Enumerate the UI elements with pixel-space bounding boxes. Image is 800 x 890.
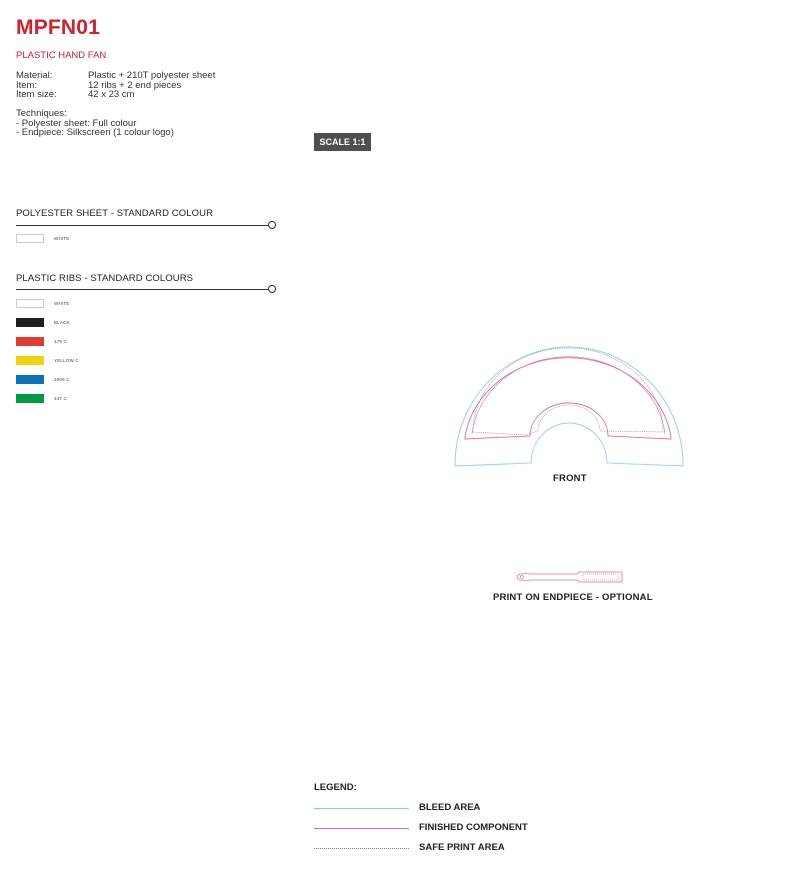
legend-bleed-label: BLEED AREA (419, 802, 481, 813)
section-divider (16, 289, 270, 290)
swatch-rib-3005c (16, 375, 44, 384)
endpiece-print-area (583, 574, 619, 580)
technique-item: - Endpiece: Silkscreen (1 colour logo) (16, 127, 174, 138)
swatch-label: YELLOW C (54, 358, 79, 363)
product-name: PLASTIC HAND FAN (16, 50, 107, 61)
safe-print-outline (473, 348, 663, 435)
swatch-label: 3005 C (54, 377, 70, 382)
legend-finished-line (314, 828, 409, 829)
spec-row-size (16, 90, 215, 100)
legend-finished-label: FINISHED COMPONENT (419, 822, 528, 833)
endpiece-outline (517, 572, 622, 582)
swatch-polyester-white (16, 234, 44, 243)
front-caption: FRONT (553, 473, 587, 484)
spec-value: 42 x 23 cm (88, 89, 135, 100)
swatch-rib-black (16, 318, 44, 327)
swatch-label: WHITE (54, 236, 70, 241)
swatch-rib-179c (16, 337, 44, 346)
spec-value: 12 ribs + 2 end pieces (88, 79, 182, 91)
product-code: MPFN01 (16, 16, 101, 39)
legend-title: LEGEND: (314, 782, 357, 793)
ribs-section-title: PLASTIC RIBS - STANDARD COLOURS (16, 273, 194, 284)
legend-bleed-line (314, 808, 409, 809)
bleed-outline (455, 347, 683, 466)
swatch-rib-347c (16, 394, 44, 403)
swatch-label: WHITE (54, 301, 70, 306)
fan-front-drawing (440, 335, 700, 475)
finished-inner-outline (472, 357, 665, 434)
legend-safe-label: SAFE PRINT AREA (419, 842, 505, 853)
spec-key: Material: (16, 70, 53, 81)
spec-list (16, 71, 215, 100)
endpiece-drawing (513, 569, 625, 585)
spec-key: Item size: (16, 89, 57, 100)
spec-key: Item: (16, 79, 38, 91)
section-divider (16, 225, 270, 226)
swatch-label: 347 C (54, 396, 68, 401)
finished-outline (465, 358, 671, 439)
swatch-rib-yellow (16, 356, 44, 365)
endpiece-pivot (520, 575, 523, 578)
technique-item: - Polyester sheet: Full colour (16, 117, 137, 129)
endpiece-caption: PRINT ON ENDPIECE - OPTIONAL (493, 592, 653, 603)
swatch-label: 179 C (54, 339, 68, 344)
swatch-label: BLACK (54, 320, 70, 325)
scale-badge: SCALE 1:1 (314, 133, 371, 151)
techniques-heading: Techniques: (16, 108, 67, 119)
spec-value: Plastic + 210T polyester sheet (88, 70, 216, 81)
legend-safe-line (314, 848, 409, 849)
swatch-rib-white (16, 299, 44, 308)
divider-end-dot (268, 221, 276, 229)
techniques (16, 109, 174, 138)
polyester-section-title: POLYESTER SHEET - STANDARD COLOUR (16, 208, 214, 219)
divider-end-dot (268, 285, 276, 293)
